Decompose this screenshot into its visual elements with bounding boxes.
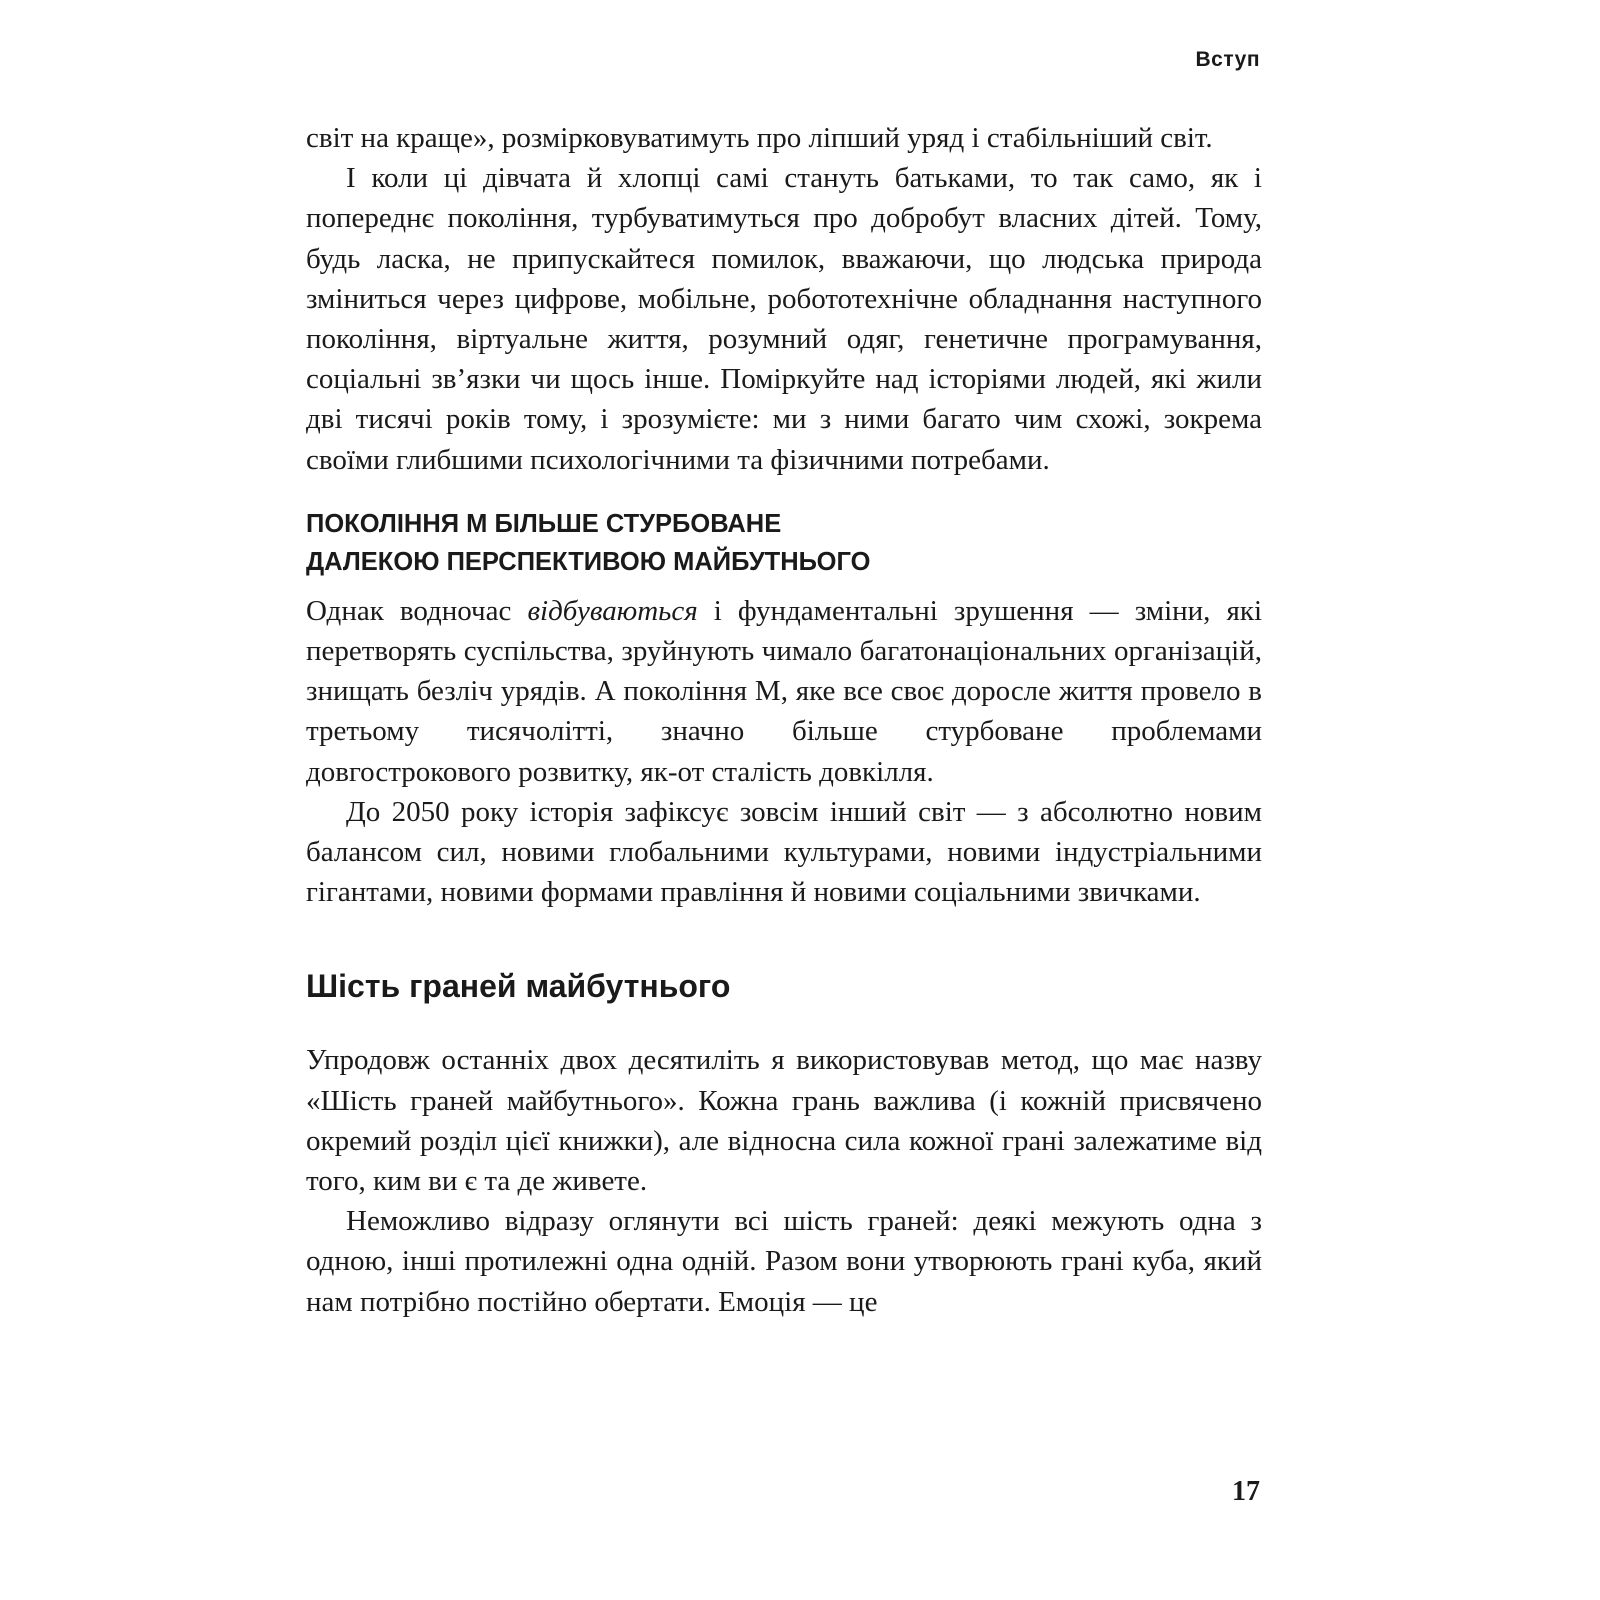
paragraph: І коли ці дівчата й хлопці самі стануть батьками, то так само, як і попереднє покоління, турбуватимуться про добробут власних дітей. Тому, будь ласка, не припускайтеся помилок, вважаючи, що людська природа зміниться через цифрове, мобільне, робототехнічне обладнання наступного покоління, віртуальне життя, розумний одяг, генетичне програмування, соціальні зв’язки чи щось інше. Поміркуйте над історіями людей, які жили дві тисячі років тому, і зрозумієте: ми з ними багато чим схожі, зокрема своїми глибшими психологічними та фізичними потребами. xyxy=(306,162,1262,476)
section-heading xyxy=(306,505,1262,581)
italic-emphasis: відбуваються xyxy=(527,594,698,627)
paragraph: Упродовж останніх двох десятиліть я використовував метод, що має назву «Шість граней майбутнього». Кожна грань важлива (і кожній присвячено окремий розділ цієї книжки), але відносна сила кожної грані залежатиме від того, ким ви є та де живете. xyxy=(306,1044,1262,1198)
section-heading-line-2: ДАЛЕКОЮ ПЕРСПЕКТИВОЮ МАЙБУТНЬОГО xyxy=(306,547,871,576)
paragraph: Неможливо відразу оглянути всі шість граней: деякі межують одна з одною, інші протилежні одна одній. Разом вони утворюють грані куба, який нам потрібно постійно обертати. Емоція — це xyxy=(306,1205,1262,1318)
paragraph-text: Однак водночас xyxy=(306,594,528,627)
paragraph: світ на краще», розмірковуватимуть про ліпший уряд і стабільніший світ. xyxy=(306,122,1213,154)
paragraph: До 2050 року історія зафіксує зовсім інший світ — з абсолютно новим балансом сил, новими глобальними культурами, новими індустріальними гігантами, новими формами правління й новими соціальними звичками. xyxy=(306,795,1262,909)
paragraph-text: і фундаментальні зрушення — зміни, які перетворять суспільства, зруйнують чимало багатонаціональних організацій, знищать безліч урядів. А покоління М, яке все своє доросле життя провело в третьому тисячолітті, значно більше стурбоване проблемами довгострокового розвитку, як-от сталість довкілля. xyxy=(306,594,1262,788)
paragraph xyxy=(306,591,1262,792)
section-heading-line-1: ПОКОЛІННЯ М БІЛЬШЕ СТУРБОВАНЕ xyxy=(306,509,782,538)
chapter-heading: Шість граней майбутнього xyxy=(306,968,731,1005)
body-text xyxy=(306,118,1262,1322)
page-number: 17 xyxy=(1232,1476,1260,1507)
running-head: Вступ xyxy=(1195,48,1260,71)
